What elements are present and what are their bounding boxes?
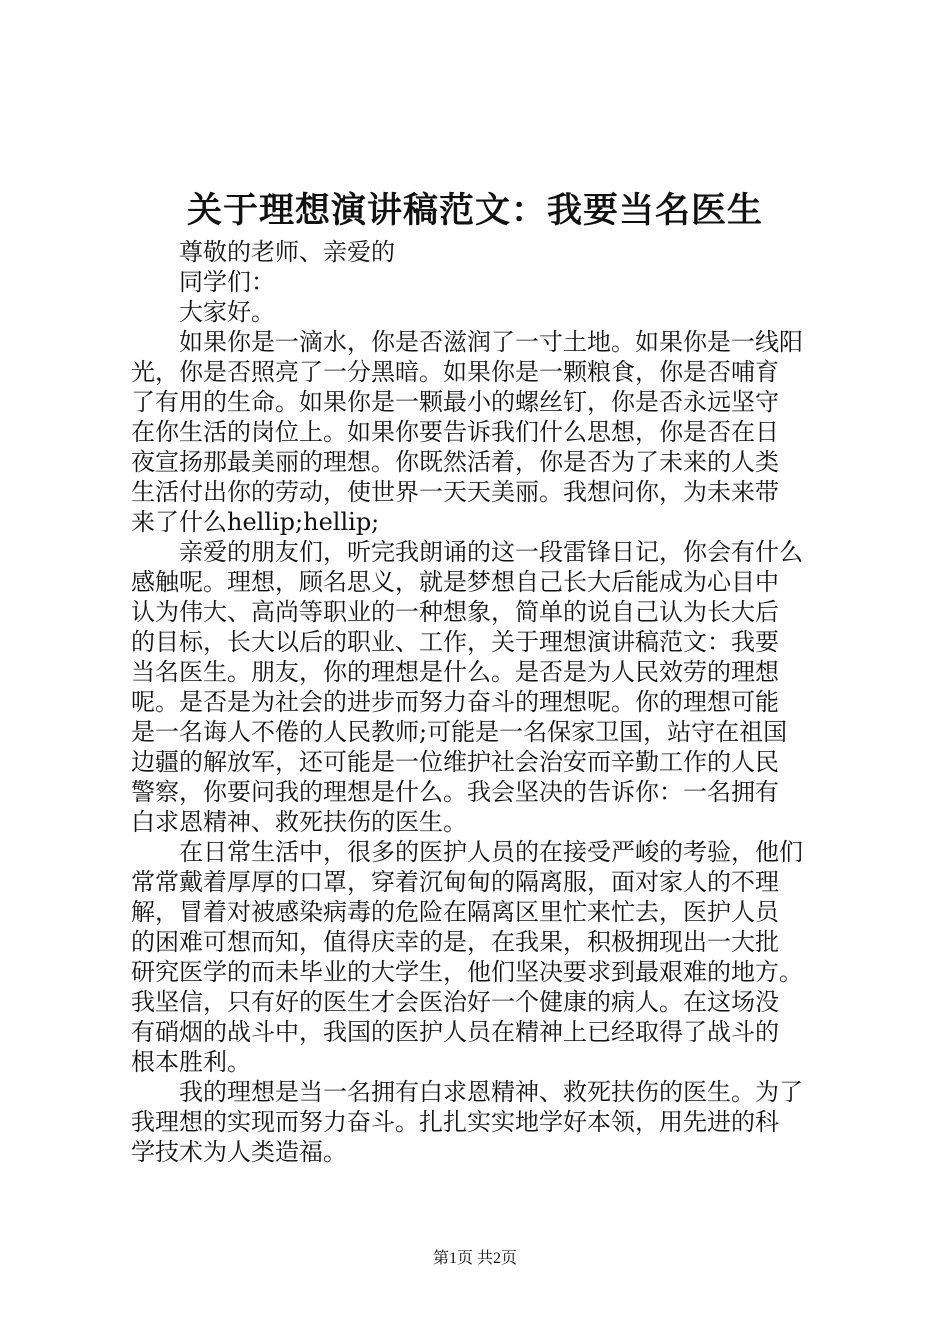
text-line: 在你生活的岗位上。如果你要告诉我们什么思想，你是否在日	[131, 418, 779, 446]
text-line: 来了什么hellip;hellip;	[131, 508, 380, 536]
text-line: 夜宣扬那最美丽的理想。你既然活着，你是否为了未来的人类	[131, 448, 779, 476]
text-line: 边疆的解放军，还可能是一位维护社会治安而辛勤工作的人民	[131, 748, 779, 776]
text-line: 白求恩精神、救死扶伤的医生。	[131, 808, 467, 836]
text-line: 学技术为人类造福。	[131, 1138, 347, 1166]
text-line: 在日常生活中，很多的医护人员的在接受严峻的考验，他们	[179, 838, 803, 866]
text-line: 研究医学的而未毕业的大学生，他们坚决要求到最艰难的地方。	[131, 958, 803, 986]
text-line: 当名医生。朋友，你的理想是什么。是否是为人民效劳的理想	[131, 658, 779, 686]
page-title: 关于理想演讲稿范文：我要当名医生	[186, 190, 763, 231]
text-line: 警察，你要问我的理想是什么。我会坚决的告诉你：一名拥有	[131, 778, 779, 806]
text-line: 我理想的实现而努力奋斗。扎扎实实地学好本领，用先进的科	[131, 1108, 779, 1136]
text-line: 亲爱的朋友们，听完我朗诵的这一段雷锋日记，你会有什么	[179, 538, 803, 566]
text-line: 是一名诲人不倦的人民教师;可能是一名保家卫国，站守在祖国	[131, 718, 788, 746]
text-line: 的目标，长大以后的职业、工作，关于理想演讲稿范文：我要	[131, 628, 779, 656]
document-body	[131, 237, 831, 1167]
text-line: 认为伟大、高尚等职业的一种想象，简单的说自己认为长大后	[131, 598, 779, 626]
text-line: 大家好。	[179, 298, 275, 326]
text-line: 如果你是一滴水，你是否滋润了一寸土地。如果你是一线阳	[179, 328, 803, 356]
page-number-footer: 第1页 共2页	[432, 1250, 517, 1267]
text-line: 生活付出你的劳动，使世界一天天美丽。我想问你，为未来带	[131, 478, 779, 506]
text-line: 我的理想是当一名拥有白求恩精神、救死扶伤的医生。为了	[179, 1078, 803, 1106]
text-line: 根本胜利。	[131, 1048, 251, 1076]
text-line: 同学们：	[179, 268, 275, 296]
text-line: 呢。是否是为社会的进步而努力奋斗的理想呢。你的理想可能	[131, 688, 779, 716]
text-line: 了有用的生命。如果你是一颗最小的螺丝钉，你是否永远坚守	[131, 388, 779, 416]
text-line: 尊敬的老师、亲爱的	[179, 238, 395, 266]
text-line: 我坚信，只有好的医生才会医治好一个健康的病人。在这场没	[131, 988, 779, 1016]
text-line: 解，冒着对被感染病毒的危险在隔离区里忙来忙去，医护人员	[131, 898, 779, 926]
text-line: 感触呢。理想，顾名思义，就是梦想自己长大后能成为心目中	[131, 568, 779, 596]
text-line: 常常戴着厚厚的口罩，穿着沉甸甸的隔离服，面对家人的不理	[131, 868, 779, 896]
text-line: 光，你是否照亮了一分黑暗。如果你是一颗粮食，你是否哺育	[131, 358, 779, 386]
text-line: 的困难可想而知，值得庆幸的是，在我果，积极拥现出一大批	[131, 928, 779, 956]
text-line: 有硝烟的战斗中，我国的医护人员在精神上已经取得了战斗的	[131, 1018, 779, 1046]
